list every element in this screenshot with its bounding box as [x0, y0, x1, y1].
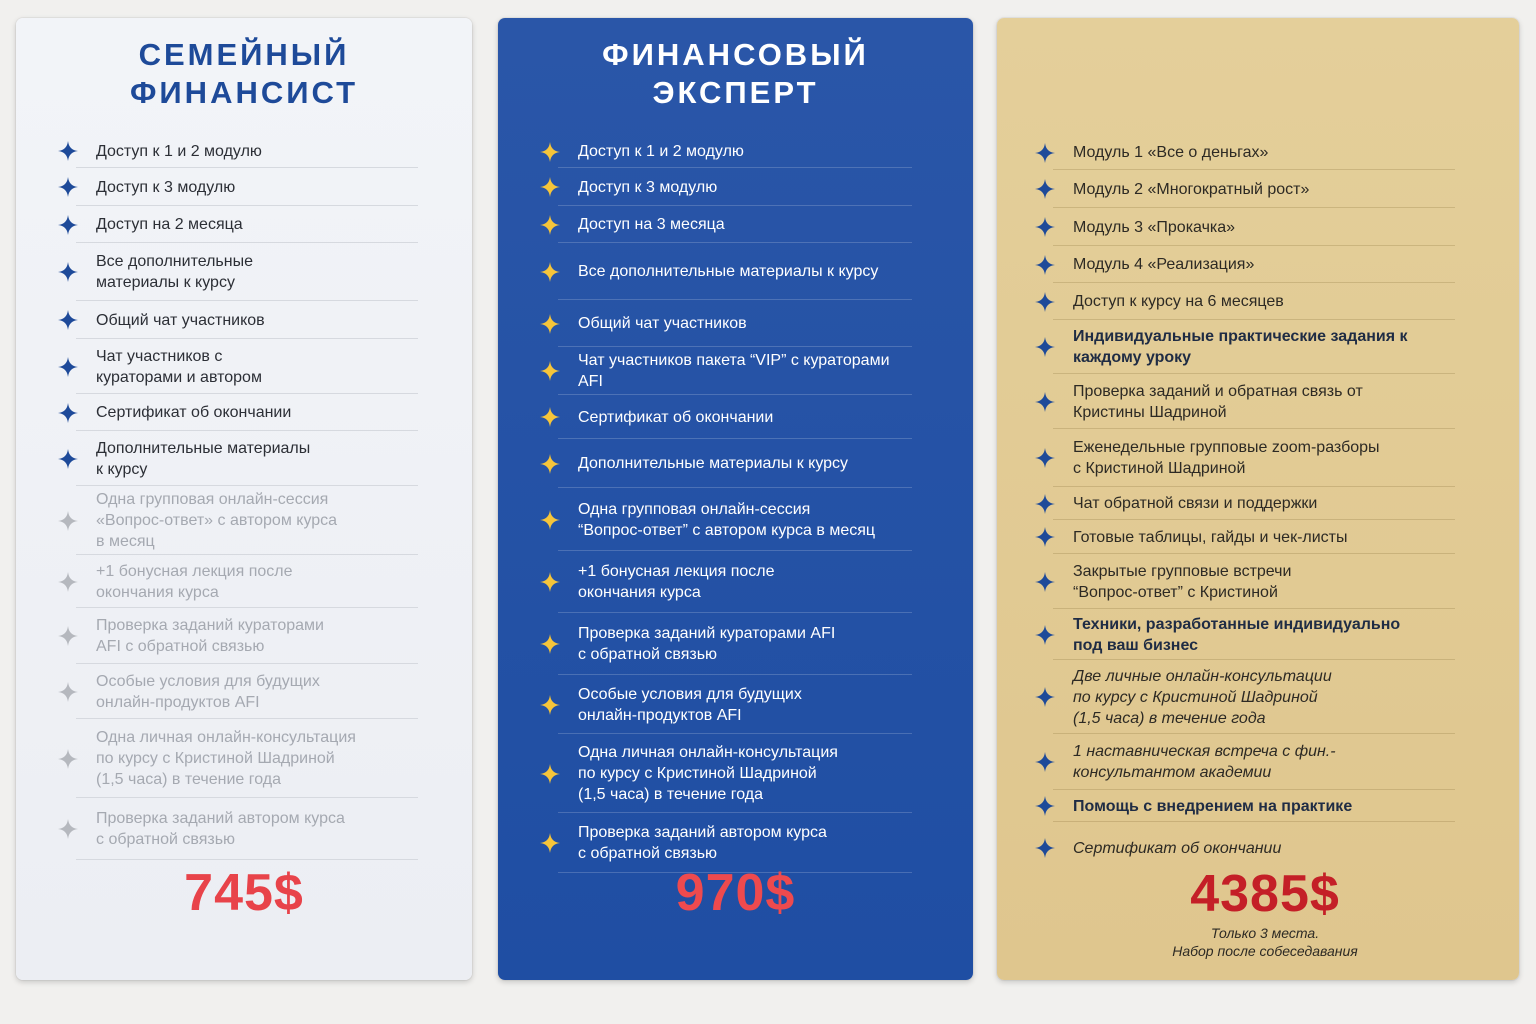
- feature-item: [1035, 520, 1455, 554]
- star-icon: [1035, 572, 1055, 592]
- star-icon: [1035, 687, 1055, 707]
- star-icon: [540, 262, 560, 282]
- feature-item: [540, 300, 912, 347]
- feature-item: [540, 488, 912, 551]
- feature-text: Готовые таблицы, гайды и чек-листы: [1073, 528, 1348, 546]
- divider: [76, 859, 418, 860]
- feature-item: [540, 675, 912, 734]
- star-icon: [1035, 292, 1055, 312]
- feature-text: Модуль 3 «Прокачка»: [1073, 218, 1236, 236]
- feature-text: Сертификат об окончании: [96, 404, 292, 421]
- feature-item: [58, 301, 418, 339]
- feature-text: Проверка заданий автором курса с обратной связью: [96, 810, 345, 848]
- feature-item: [58, 394, 418, 431]
- star-icon: [540, 407, 560, 427]
- feature-text: Доступ к 1 и 2 модулю: [578, 143, 744, 160]
- feature-item: [540, 206, 912, 243]
- feature-text: Доступ на 2 месяца: [96, 216, 243, 233]
- feature-text: Модуль 2 «Многократный рост»: [1073, 180, 1310, 198]
- feature-item: [1035, 790, 1455, 822]
- feature-text: +1 бонусная лекция после окончания курса: [578, 563, 775, 601]
- feature-text: Доступ к 3 модулю: [96, 178, 236, 196]
- star-icon: [1035, 337, 1055, 357]
- feature-text: Закрытые групповые встречи “Вопрос-ответ” с Кристиной: [1073, 562, 1292, 601]
- feature-list: [58, 134, 418, 860]
- plan-title-line: СЕМЕЙНЫЙ: [138, 37, 350, 72]
- star-icon: [58, 626, 78, 646]
- star-icon: [540, 572, 560, 592]
- feature-item: [1035, 320, 1455, 374]
- feature-text: Техники, разработанные индивидуально под ваш бизнес: [1073, 615, 1401, 654]
- feature-item: [58, 339, 418, 394]
- feature-item: [58, 134, 418, 168]
- feature-item: [540, 243, 912, 300]
- plan-card-financial-expert: [498, 18, 973, 980]
- feature-text: Проверка заданий автором курса с обратной связью: [578, 824, 827, 862]
- feature-item: [58, 431, 418, 486]
- feature-text: Дополнительные материалы к курсу: [96, 439, 311, 478]
- star-icon: [540, 833, 560, 853]
- feature-text: Общий чат участников: [578, 315, 747, 332]
- feature-item: [540, 135, 912, 168]
- star-icon: [1035, 217, 1055, 237]
- star-icon: [1035, 527, 1055, 547]
- feature-text: Все дополнительные материалы к курсу: [578, 263, 879, 280]
- star-icon: [1035, 838, 1055, 858]
- star-icon: [1035, 143, 1055, 163]
- feature-text: Проверка заданий кураторами AFI с обратной связью: [96, 617, 324, 655]
- feature-item: [58, 206, 418, 243]
- feature-item: [540, 347, 912, 395]
- feature-item: [540, 613, 912, 675]
- feature-item: [1035, 208, 1455, 246]
- plan-card-family-financier: [16, 18, 472, 980]
- star-icon: [1035, 796, 1055, 816]
- plan-title: [16, 36, 472, 112]
- feature-item: [1035, 554, 1455, 609]
- feature-text: Модуль 1 «Все о деньгах»: [1073, 144, 1269, 161]
- feature-item: [540, 168, 912, 206]
- star-icon: [58, 572, 78, 592]
- feature-list: [540, 135, 912, 873]
- feature-text: Еженедельные групповые zoom-разборы с Кристиной Шадриной: [1073, 439, 1380, 477]
- star-icon: [58, 819, 78, 839]
- feature-item: [1035, 429, 1455, 487]
- star-icon: [540, 177, 560, 197]
- star-icon: [540, 695, 560, 715]
- star-icon: [540, 764, 560, 784]
- feature-item: [58, 243, 418, 301]
- availability-note: Только 3 места. Набор после собеседавания: [1172, 925, 1358, 959]
- feature-text: Доступ к 3 модулю: [578, 178, 718, 196]
- feature-item: [1035, 660, 1455, 734]
- feature-text: Проверка заданий и обратная связь от Кристины Шадриной: [1073, 382, 1363, 421]
- star-icon: [1035, 179, 1055, 199]
- star-icon: [540, 142, 560, 162]
- feature-item: [58, 664, 418, 719]
- feature-text: Доступ на 3 месяца: [578, 216, 725, 233]
- feature-text: Помощь с внедрением на практике: [1073, 797, 1353, 815]
- star-icon: [1035, 752, 1055, 772]
- plan-price: 745$: [184, 864, 304, 922]
- feature-item: [58, 608, 418, 664]
- feature-item: [540, 734, 912, 813]
- feature-text: Сертификат об окончании: [1073, 839, 1282, 857]
- feature-text: Одна личная онлайн-консультация по курсу с Кристиной Шадриной (1,5 часа) в течение года: [96, 729, 356, 788]
- plan-title: [498, 36, 973, 112]
- feature-text: Индивидуальные практические задания к каждому уроку: [1073, 328, 1408, 366]
- feature-text: Все дополнительные материалы к курсу: [96, 253, 253, 291]
- feature-text: 1 наставническая встреча с фин.- консультантом академии: [1073, 743, 1336, 781]
- star-icon: [58, 403, 78, 423]
- feature-text: Особые условия для будущих онлайн-продуктов AFI: [96, 672, 320, 711]
- feature-item: [540, 551, 912, 613]
- star-icon: [1035, 494, 1055, 514]
- feature-list: [1035, 135, 1455, 874]
- feature-item: [58, 486, 418, 555]
- feature-item: [58, 798, 418, 860]
- feature-item: [58, 719, 418, 798]
- star-icon: [540, 361, 560, 381]
- feature-text: Одна групповая онлайн-сессия «Вопрос-ответ» с автором курса в месяц: [96, 491, 338, 550]
- plan-title-line: ЭКСПЕРТ: [652, 75, 819, 110]
- star-icon: [58, 682, 78, 702]
- feature-text: Одна групповая онлайн-сессия “Вопрос-ответ” с автором курса в месяц: [578, 500, 876, 539]
- feature-item: [1035, 170, 1455, 208]
- feature-item: [1035, 283, 1455, 320]
- feature-text: Особые условия для будущих онлайн-продуктов AFI: [578, 685, 802, 724]
- feature-text: Доступ к курсу на 6 месяцев: [1073, 293, 1284, 310]
- star-icon: [1035, 255, 1055, 275]
- feature-item: [1035, 487, 1455, 520]
- feature-text: Проверка заданий кураторами AFI с обратной связью: [578, 625, 836, 663]
- feature-item: [1035, 246, 1455, 283]
- feature-text: Модуль 4 «Реализация»: [1073, 256, 1255, 273]
- star-icon: [1035, 392, 1055, 412]
- feature-text: Общий чат участников: [96, 311, 265, 329]
- star-icon: [58, 177, 78, 197]
- star-icon: [540, 634, 560, 654]
- feature-item: [540, 395, 912, 439]
- plan-price: 4385$: [1190, 865, 1340, 923]
- feature-text: Чат обратной связи и поддержки: [1073, 495, 1318, 512]
- star-icon: [58, 749, 78, 769]
- star-icon: [58, 310, 78, 330]
- feature-text: Доступ к 1 и 2 модулю: [96, 142, 262, 160]
- plan-price: 970$: [675, 864, 796, 922]
- feature-item: [1035, 609, 1455, 660]
- feature-text: Две личные онлайн-консультации по курсу с Кристиной Шадриной (1,5 часа) в течение года: [1073, 667, 1332, 727]
- feature-item: [1035, 734, 1455, 790]
- feature-text: Чат участников с кураторами и автором: [96, 347, 262, 386]
- plan-card-vip: [997, 18, 1519, 980]
- feature-item: [1035, 374, 1455, 429]
- star-icon: [540, 215, 560, 235]
- plan-title-line: ФИНАНСИСТ: [129, 75, 359, 110]
- feature-item: [1035, 135, 1455, 170]
- star-icon: [58, 215, 78, 235]
- star-icon: [1035, 625, 1055, 645]
- feature-text: Чат участников пакета “VIP” с кураторами AFI: [578, 352, 890, 390]
- feature-text: Сертификат об окончании: [578, 408, 774, 426]
- feature-text: Дополнительные материалы к курсу: [578, 455, 849, 472]
- feature-item: [58, 168, 418, 206]
- star-icon: [58, 357, 78, 377]
- plan-title-line: ФИНАНСОВЫЙ: [602, 37, 869, 72]
- feature-text: Одна личная онлайн-консультация по курсу с Кристиной Шадриной (1,5 часа) в течение года: [578, 744, 838, 803]
- feature-item: [540, 439, 912, 488]
- star-icon: [1035, 448, 1055, 468]
- star-icon: [540, 314, 560, 334]
- star-icon: [58, 141, 78, 161]
- star-icon: [58, 449, 78, 469]
- feature-item: [58, 555, 418, 608]
- star-icon: [58, 262, 78, 282]
- star-icon: [540, 454, 560, 474]
- feature-text: +1 бонусная лекция после окончания курса: [96, 562, 293, 601]
- star-icon: [58, 511, 78, 531]
- star-icon: [540, 510, 560, 530]
